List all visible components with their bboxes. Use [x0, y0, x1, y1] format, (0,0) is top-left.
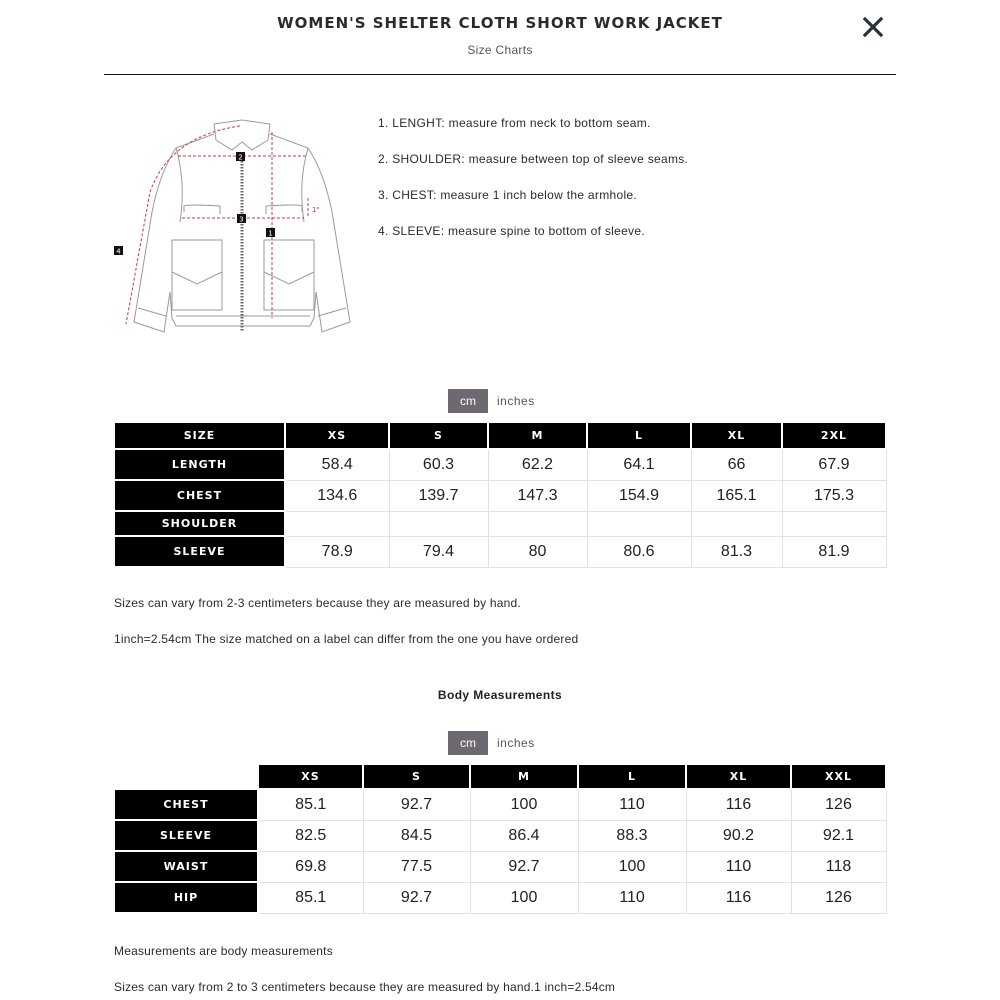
table-cell: 126	[791, 789, 886, 820]
instruction-sleeve: 4. SLEEVE: measure spine to bottom of sleeve.	[378, 224, 645, 238]
table-cell: 118	[791, 851, 886, 882]
table-cell: 78.9	[285, 536, 389, 567]
svg-text:4: 4	[116, 247, 121, 256]
unit-toggle-garment	[448, 389, 535, 413]
instruction-shoulder: 2. SHOULDER: measure between top of sleeve seams.	[378, 152, 689, 166]
table-cell: 154.9	[587, 480, 691, 511]
table-cell: 110	[578, 789, 686, 820]
table-row	[114, 536, 886, 567]
table-cell: 165.1	[691, 480, 782, 511]
table-cell	[389, 511, 488, 536]
header-cell: XL	[686, 764, 791, 789]
table-row	[114, 449, 886, 480]
table-cell: 134.6	[285, 480, 389, 511]
table-cell: 110	[578, 882, 686, 913]
svg-text:2: 2	[238, 153, 243, 162]
table-row	[114, 480, 886, 511]
table-cell: 100	[470, 789, 578, 820]
header-cell: XS	[258, 764, 363, 789]
table-cell: 90.2	[686, 820, 791, 851]
svg-text:1: 1	[268, 229, 273, 238]
measure-marker-1	[266, 228, 275, 238]
header-cell: XXL	[791, 764, 886, 789]
header-cell: L	[587, 422, 691, 449]
table-cell	[285, 511, 389, 536]
page-title: WOMEN'S SHELTER CLOTH SHORT WORK JACKET	[277, 14, 723, 32]
table-cell: 81.3	[691, 536, 782, 567]
table-cell: 81.9	[782, 536, 886, 567]
table-cell: 69.8	[258, 851, 363, 882]
table-cell: 126	[791, 882, 886, 913]
instruction-chest: 3. CHEST: measure 1 inch below the armhole.	[378, 188, 638, 202]
table-cell: 116	[686, 882, 791, 913]
row-label: LENGTH	[114, 449, 285, 480]
header-cell: S	[363, 764, 470, 789]
table-header-row	[114, 422, 886, 449]
table-cell	[587, 511, 691, 536]
table-cell: 110	[686, 851, 791, 882]
table-cell: 100	[470, 882, 578, 913]
table-cell: 60.3	[389, 449, 488, 480]
body-measurements-title: Body Measurements	[437, 688, 563, 702]
table-cell: 86.4	[470, 820, 578, 851]
header-cell	[114, 764, 258, 789]
header-cell: SIZE	[114, 422, 285, 449]
table-cell: 58.4	[285, 449, 389, 480]
jacket-diagram	[110, 112, 370, 344]
table-cell: 85.1	[258, 789, 363, 820]
row-label: SHOULDER	[114, 511, 285, 536]
svg-text:3: 3	[239, 215, 244, 224]
measure-marker-2	[236, 152, 245, 162]
table-cell: 116	[686, 789, 791, 820]
note-body-measurements: Measurements are body measurements	[114, 944, 333, 958]
body-size-table	[113, 763, 887, 914]
table-cell: 77.5	[363, 851, 470, 882]
row-label: SLEEVE	[114, 820, 258, 851]
header-cell: XS	[285, 422, 389, 449]
row-label: HIP	[114, 882, 258, 913]
note-hand-measured-inch: Sizes can vary from 2 to 3 centimeters because they are measured by hand.1 inch=2.54cm	[114, 980, 616, 994]
jacket-illustration	[110, 112, 370, 344]
table-cell: 67.9	[782, 449, 886, 480]
page-subtitle: Size Charts	[467, 43, 533, 57]
table-cell: 100	[578, 851, 686, 882]
instruction-length: 1. LENGHT: measure from neck to bottom seam.	[378, 116, 651, 130]
note-label-difference: 1inch=2.54cm The size matched on a label can differ from the one you have ordered	[114, 632, 579, 646]
row-label: CHEST	[114, 480, 285, 511]
table-cell: 88.3	[578, 820, 686, 851]
unit-inches-button[interactable]: inches	[497, 394, 535, 408]
measure-marker-3	[237, 214, 246, 224]
table-cell: 139.7	[389, 480, 488, 511]
note-hand-measured: Sizes can vary from 2-3 centimeters because they are measured by hand.	[114, 596, 521, 610]
table-header-row	[114, 764, 886, 789]
inch-mark-label: 1"	[312, 206, 320, 214]
header-cell: 2XL	[782, 422, 886, 449]
row-label: CHEST	[114, 789, 258, 820]
table-cell: 92.7	[363, 789, 470, 820]
close-icon[interactable]	[858, 12, 888, 42]
measure-marker-4	[114, 246, 123, 256]
row-label: WAIST	[114, 851, 258, 882]
table-row	[114, 882, 886, 913]
row-label: SLEEVE	[114, 536, 285, 567]
table-cell: 62.2	[488, 449, 587, 480]
table-cell: 64.1	[587, 449, 691, 480]
table-cell: 66	[691, 449, 782, 480]
unit-cm-button[interactable]: cm	[448, 389, 488, 413]
unit-cm-button[interactable]: cm	[448, 731, 488, 755]
unit-toggle-body	[448, 731, 535, 755]
table-cell: 82.5	[258, 820, 363, 851]
table-cell: 92.7	[363, 882, 470, 913]
measurement-instructions	[378, 116, 898, 260]
table-cell: 92.1	[791, 820, 886, 851]
table-cell: 85.1	[258, 882, 363, 913]
garment-size-table	[113, 421, 887, 568]
table-cell: 80	[488, 536, 587, 567]
header-cell: S	[389, 422, 488, 449]
table-cell: 84.5	[363, 820, 470, 851]
table-row	[114, 820, 886, 851]
header-cell: M	[488, 422, 587, 449]
table-cell: 80.6	[587, 536, 691, 567]
table-cell	[782, 511, 886, 536]
table-cell	[691, 511, 782, 536]
header-cell: L	[578, 764, 686, 789]
table-cell: 175.3	[782, 480, 886, 511]
header-cell: M	[470, 764, 578, 789]
table-cell	[488, 511, 587, 536]
close-button[interactable]	[858, 12, 888, 42]
table-cell: 79.4	[389, 536, 488, 567]
table-cell: 92.7	[470, 851, 578, 882]
header-cell: XL	[691, 422, 782, 449]
unit-inches-button[interactable]: inches	[497, 736, 535, 750]
table-row	[114, 789, 886, 820]
table-cell: 147.3	[488, 480, 587, 511]
header-divider	[104, 74, 896, 75]
table-row	[114, 851, 886, 882]
table-row	[114, 511, 886, 536]
